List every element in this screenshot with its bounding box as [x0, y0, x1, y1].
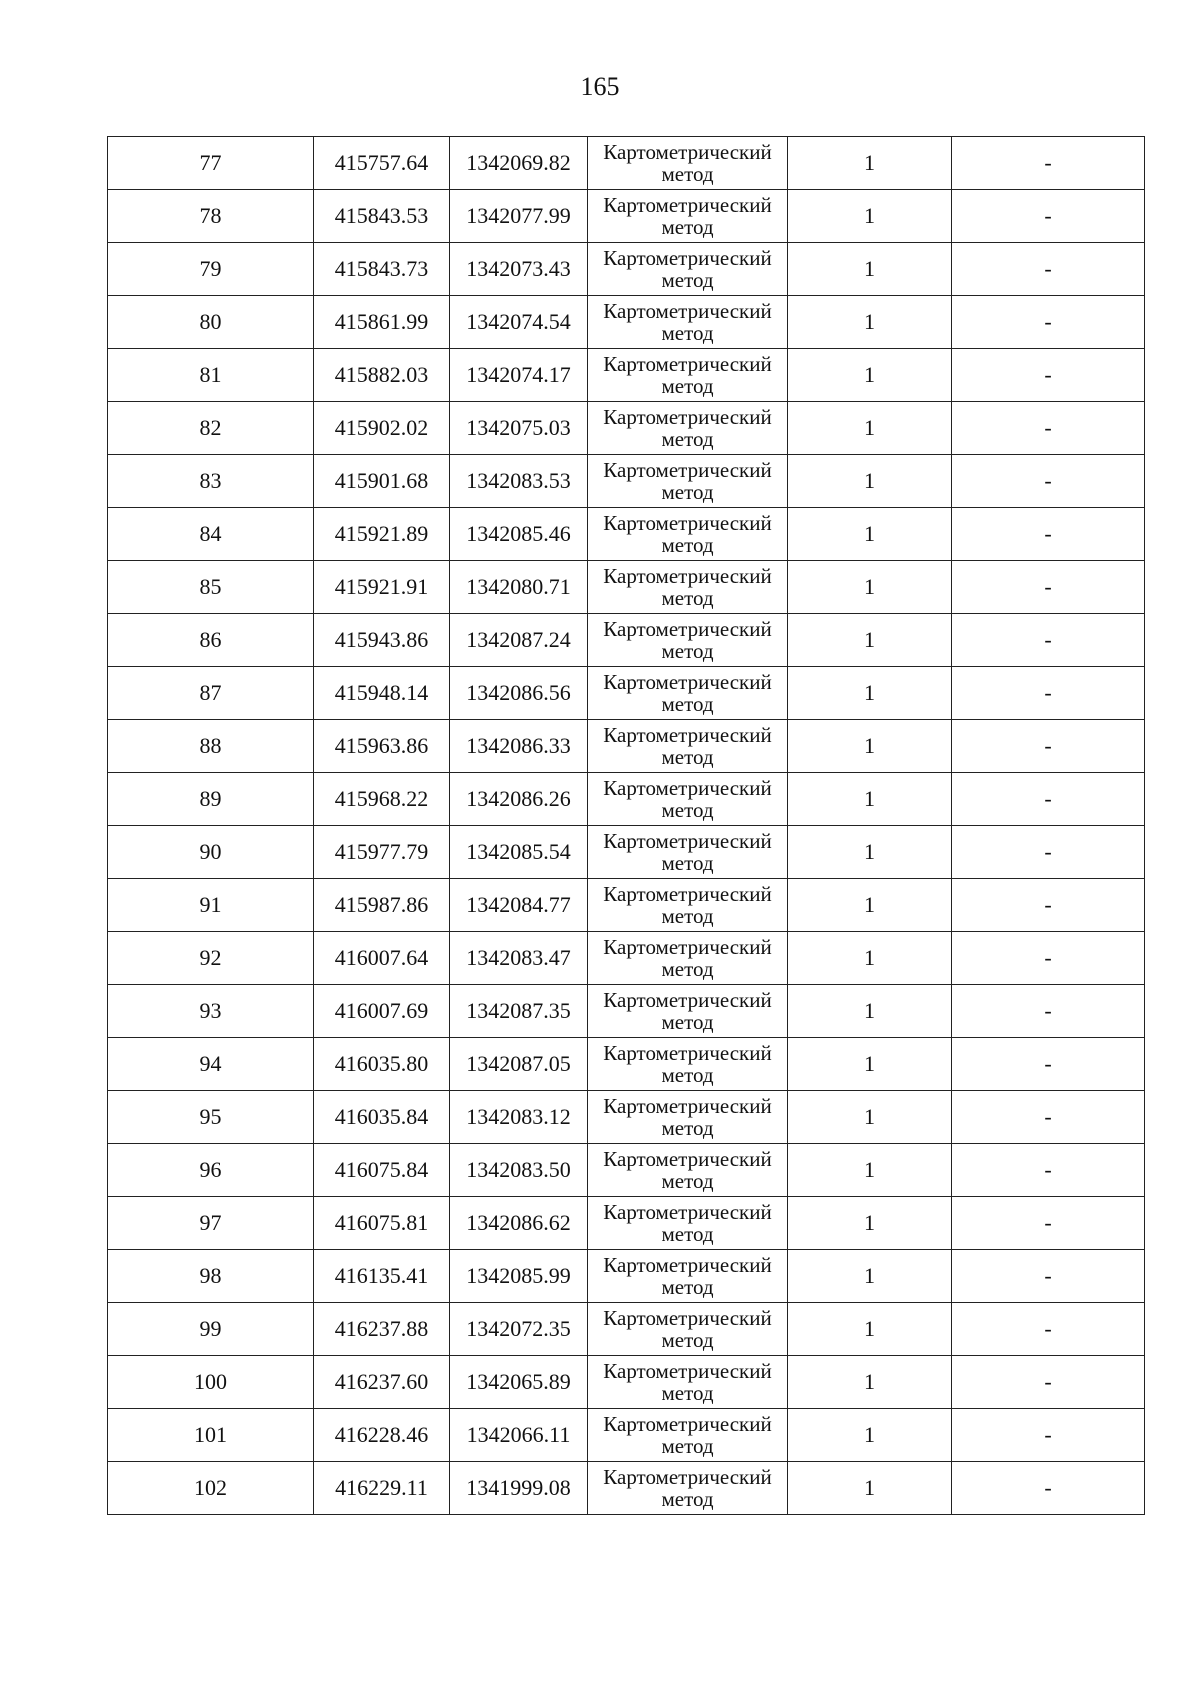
x-coordinate-cell: 415861.99: [314, 296, 450, 349]
method-cell: [588, 773, 788, 826]
point-number-cell: 89: [108, 773, 314, 826]
accuracy-cell: 1: [788, 1197, 952, 1250]
accuracy-cell: 1: [788, 932, 952, 985]
method-line-2: метод: [661, 1434, 714, 1458]
y-coordinate-cell: 1342086.33: [450, 720, 588, 773]
accuracy-cell: 1: [788, 296, 952, 349]
table-row: [108, 1356, 1145, 1409]
y-coordinate-cell: 1342085.54: [450, 826, 588, 879]
table-body: [108, 137, 1145, 1515]
x-coordinate-cell: 416237.60: [314, 1356, 450, 1409]
method-line-2: метод: [661, 798, 714, 822]
point-number-cell: 77: [108, 137, 314, 190]
description-cell: -: [952, 1197, 1145, 1250]
y-coordinate-cell: 1342087.05: [450, 1038, 588, 1091]
y-coordinate-cell: 1342083.12: [450, 1091, 588, 1144]
y-coordinate-cell: 1342080.71: [450, 561, 588, 614]
point-number-cell: 99: [108, 1303, 314, 1356]
method-line-1: Картометрический: [603, 458, 772, 482]
method-line-2: метод: [661, 1381, 714, 1405]
accuracy-cell: 1: [788, 561, 952, 614]
point-number-cell: 94: [108, 1038, 314, 1091]
x-coordinate-cell: 416007.64: [314, 932, 450, 985]
description-cell: -: [952, 296, 1145, 349]
method-cell: [588, 1144, 788, 1197]
x-coordinate-cell: 415901.68: [314, 455, 450, 508]
accuracy-cell: 1: [788, 720, 952, 773]
method-line-1: Картометрический: [603, 564, 772, 588]
x-coordinate-cell: 416237.88: [314, 1303, 450, 1356]
y-coordinate-cell: 1342083.47: [450, 932, 588, 985]
method-cell: [588, 667, 788, 720]
method-cell: [588, 826, 788, 879]
method-line-2: метод: [661, 1328, 714, 1352]
description-cell: -: [952, 402, 1145, 455]
x-coordinate-cell: 416229.11: [314, 1462, 450, 1515]
accuracy-cell: 1: [788, 402, 952, 455]
y-coordinate-cell: 1342086.56: [450, 667, 588, 720]
description-cell: -: [952, 667, 1145, 720]
point-number-cell: 80: [108, 296, 314, 349]
table-row: [108, 296, 1145, 349]
method-line-1: Картометрический: [603, 1200, 772, 1224]
method-line-1: Картометрический: [603, 1094, 772, 1118]
method-line-2: метод: [661, 1116, 714, 1140]
accuracy-cell: 1: [788, 1250, 952, 1303]
table-row: [108, 1197, 1145, 1250]
table-row: [108, 1303, 1145, 1356]
description-cell: -: [952, 720, 1145, 773]
method-line-2: метод: [661, 1222, 714, 1246]
method-cell: [588, 1091, 788, 1144]
method-line-2: метод: [661, 268, 714, 292]
table-row: [108, 879, 1145, 932]
accuracy-cell: 1: [788, 826, 952, 879]
x-coordinate-cell: 415902.02: [314, 402, 450, 455]
y-coordinate-cell: 1342072.35: [450, 1303, 588, 1356]
description-cell: -: [952, 879, 1145, 932]
description-cell: -: [952, 826, 1145, 879]
method-cell: [588, 190, 788, 243]
accuracy-cell: 1: [788, 137, 952, 190]
method-line-2: метод: [661, 1010, 714, 1034]
y-coordinate-cell: 1341999.08: [450, 1462, 588, 1515]
accuracy-cell: 1: [788, 1356, 952, 1409]
method-cell: [588, 1409, 788, 1462]
point-number-cell: 100: [108, 1356, 314, 1409]
x-coordinate-cell: 415948.14: [314, 667, 450, 720]
x-coordinate-cell: 415882.03: [314, 349, 450, 402]
x-coordinate-cell: 415963.86: [314, 720, 450, 773]
coordinates-table: [107, 136, 1145, 1515]
method-cell: [588, 1462, 788, 1515]
point-number-cell: 78: [108, 190, 314, 243]
point-number-cell: 81: [108, 349, 314, 402]
method-cell: [588, 402, 788, 455]
method-line-1: Картометрический: [603, 670, 772, 694]
point-number-cell: 85: [108, 561, 314, 614]
description-cell: -: [952, 561, 1145, 614]
accuracy-cell: 1: [788, 667, 952, 720]
table-row: [108, 773, 1145, 826]
method-cell: [588, 296, 788, 349]
x-coordinate-cell: 415757.64: [314, 137, 450, 190]
description-cell: -: [952, 1091, 1145, 1144]
accuracy-cell: 1: [788, 614, 952, 667]
method-line-1: Картометрический: [603, 511, 772, 535]
method-cell: [588, 508, 788, 561]
method-line-1: Картометрический: [603, 352, 772, 376]
method-line-1: Картометрический: [603, 882, 772, 906]
table-row: [108, 667, 1145, 720]
method-line-2: метод: [661, 586, 714, 610]
description-cell: -: [952, 455, 1145, 508]
table-row: [108, 932, 1145, 985]
table-row: [108, 1250, 1145, 1303]
x-coordinate-cell: 416228.46: [314, 1409, 450, 1462]
x-coordinate-cell: 416135.41: [314, 1250, 450, 1303]
point-number-cell: 97: [108, 1197, 314, 1250]
x-coordinate-cell: 415921.89: [314, 508, 450, 561]
method-line-2: метод: [661, 1063, 714, 1087]
point-number-cell: 95: [108, 1091, 314, 1144]
y-coordinate-cell: 1342087.35: [450, 985, 588, 1038]
table-row: [108, 826, 1145, 879]
y-coordinate-cell: 1342086.62: [450, 1197, 588, 1250]
table-row: [108, 1144, 1145, 1197]
method-line-1: Картометрический: [603, 1306, 772, 1330]
y-coordinate-cell: 1342085.46: [450, 508, 588, 561]
method-line-1: Картометрический: [603, 1412, 772, 1436]
y-coordinate-cell: 1342073.43: [450, 243, 588, 296]
method-line-1: Картометрический: [603, 829, 772, 853]
table-row: [108, 402, 1145, 455]
method-cell: [588, 137, 788, 190]
method-cell: [588, 349, 788, 402]
description-cell: -: [952, 190, 1145, 243]
method-line-2: метод: [661, 745, 714, 769]
point-number-cell: 92: [108, 932, 314, 985]
description-cell: -: [952, 614, 1145, 667]
accuracy-cell: 1: [788, 1091, 952, 1144]
x-coordinate-cell: 416035.80: [314, 1038, 450, 1091]
method-cell: [588, 614, 788, 667]
method-line-2: метод: [661, 533, 714, 557]
table-row: [108, 985, 1145, 1038]
method-line-2: метод: [661, 1169, 714, 1193]
point-number-cell: 91: [108, 879, 314, 932]
table-row: [108, 561, 1145, 614]
method-line-2: метод: [661, 321, 714, 345]
method-line-2: метод: [661, 215, 714, 239]
accuracy-cell: 1: [788, 190, 952, 243]
y-coordinate-cell: 1342069.82: [450, 137, 588, 190]
y-coordinate-cell: 1342074.54: [450, 296, 588, 349]
accuracy-cell: 1: [788, 1409, 952, 1462]
y-coordinate-cell: 1342083.53: [450, 455, 588, 508]
method-line-1: Картометрический: [603, 776, 772, 800]
table-row: [108, 455, 1145, 508]
method-line-1: Картометрический: [603, 935, 772, 959]
accuracy-cell: 1: [788, 985, 952, 1038]
method-line-1: Картометрический: [603, 405, 772, 429]
description-cell: -: [952, 985, 1145, 1038]
table-row: [108, 137, 1145, 190]
point-number-cell: 90: [108, 826, 314, 879]
method-line-1: Картометрический: [603, 1359, 772, 1383]
table-row: [108, 1091, 1145, 1144]
x-coordinate-cell: 415843.53: [314, 190, 450, 243]
y-coordinate-cell: 1342086.26: [450, 773, 588, 826]
table-row: [108, 1409, 1145, 1462]
table-row: [108, 190, 1145, 243]
description-cell: -: [952, 1144, 1145, 1197]
point-number-cell: 88: [108, 720, 314, 773]
method-cell: [588, 720, 788, 773]
method-line-2: метод: [661, 957, 714, 981]
method-cell: [588, 932, 788, 985]
method-line-1: Картометрический: [603, 193, 772, 217]
method-line-2: метод: [661, 1487, 714, 1511]
method-line-1: Картометрический: [603, 1147, 772, 1171]
point-number-cell: 79: [108, 243, 314, 296]
table-row: [108, 243, 1145, 296]
accuracy-cell: 1: [788, 1038, 952, 1091]
x-coordinate-cell: 416075.81: [314, 1197, 450, 1250]
y-coordinate-cell: 1342085.99: [450, 1250, 588, 1303]
method-cell: [588, 1197, 788, 1250]
method-line-2: метод: [661, 1275, 714, 1299]
accuracy-cell: 1: [788, 349, 952, 402]
method-cell: [588, 1356, 788, 1409]
accuracy-cell: 1: [788, 1303, 952, 1356]
method-line-2: метод: [661, 904, 714, 928]
method-line-1: Картометрический: [603, 299, 772, 323]
x-coordinate-cell: 415977.79: [314, 826, 450, 879]
x-coordinate-cell: 415987.86: [314, 879, 450, 932]
point-number-cell: 98: [108, 1250, 314, 1303]
point-number-cell: 101: [108, 1409, 314, 1462]
method-line-1: Картометрический: [603, 617, 772, 641]
method-line-2: метод: [661, 427, 714, 451]
y-coordinate-cell: 1342084.77: [450, 879, 588, 932]
x-coordinate-cell: 416035.84: [314, 1091, 450, 1144]
y-coordinate-cell: 1342087.24: [450, 614, 588, 667]
x-coordinate-cell: 415968.22: [314, 773, 450, 826]
y-coordinate-cell: 1342077.99: [450, 190, 588, 243]
method-cell: [588, 243, 788, 296]
x-coordinate-cell: 415843.73: [314, 243, 450, 296]
table-row: [108, 508, 1145, 561]
method-line-2: метод: [661, 480, 714, 504]
method-line-1: Картометрический: [603, 723, 772, 747]
description-cell: -: [952, 932, 1145, 985]
x-coordinate-cell: 415943.86: [314, 614, 450, 667]
method-line-2: метод: [661, 851, 714, 875]
point-number-cell: 102: [108, 1462, 314, 1515]
point-number-cell: 82: [108, 402, 314, 455]
x-coordinate-cell: 415921.91: [314, 561, 450, 614]
y-coordinate-cell: 1342074.17: [450, 349, 588, 402]
description-cell: -: [952, 773, 1145, 826]
point-number-cell: 93: [108, 985, 314, 1038]
point-number-cell: 83: [108, 455, 314, 508]
method-line-1: Картометрический: [603, 1253, 772, 1277]
description-cell: -: [952, 1038, 1145, 1091]
method-cell: [588, 985, 788, 1038]
method-line-1: Картометрический: [603, 1465, 772, 1489]
description-cell: -: [952, 1303, 1145, 1356]
method-line-2: метод: [661, 162, 714, 186]
accuracy-cell: 1: [788, 508, 952, 561]
description-cell: -: [952, 1462, 1145, 1515]
y-coordinate-cell: 1342083.50: [450, 1144, 588, 1197]
method-line-2: метод: [661, 692, 714, 716]
y-coordinate-cell: 1342065.89: [450, 1356, 588, 1409]
table-row: [108, 720, 1145, 773]
accuracy-cell: 1: [788, 1144, 952, 1197]
description-cell: -: [952, 1409, 1145, 1462]
x-coordinate-cell: 416007.69: [314, 985, 450, 1038]
table-row: [108, 1038, 1145, 1091]
accuracy-cell: 1: [788, 879, 952, 932]
method-line-1: Картометрический: [603, 988, 772, 1012]
point-number-cell: 86: [108, 614, 314, 667]
method-cell: [588, 1303, 788, 1356]
method-cell: [588, 1250, 788, 1303]
page-number: 165: [580, 72, 620, 101]
accuracy-cell: 1: [788, 243, 952, 296]
accuracy-cell: 1: [788, 1462, 952, 1515]
point-number-cell: 87: [108, 667, 314, 720]
description-cell: -: [952, 508, 1145, 561]
method-line-1: Картометрический: [603, 246, 772, 270]
x-coordinate-cell: 416075.84: [314, 1144, 450, 1197]
y-coordinate-cell: 1342075.03: [450, 402, 588, 455]
table-row: [108, 614, 1145, 667]
table-row: [108, 349, 1145, 402]
table-row: [108, 1462, 1145, 1515]
description-cell: -: [952, 1250, 1145, 1303]
method-line-2: метод: [661, 374, 714, 398]
method-line-1: Картометрический: [603, 1041, 772, 1065]
method-cell: [588, 561, 788, 614]
method-cell: [588, 879, 788, 932]
description-cell: -: [952, 243, 1145, 296]
description-cell: -: [952, 137, 1145, 190]
method-cell: [588, 1038, 788, 1091]
description-cell: -: [952, 349, 1145, 402]
method-line-1: Картометрический: [603, 140, 772, 164]
y-coordinate-cell: 1342066.11: [450, 1409, 588, 1462]
point-number-cell: 96: [108, 1144, 314, 1197]
method-line-2: метод: [661, 639, 714, 663]
accuracy-cell: 1: [788, 455, 952, 508]
method-cell: [588, 455, 788, 508]
point-number-cell: 84: [108, 508, 314, 561]
description-cell: -: [952, 1356, 1145, 1409]
accuracy-cell: 1: [788, 773, 952, 826]
